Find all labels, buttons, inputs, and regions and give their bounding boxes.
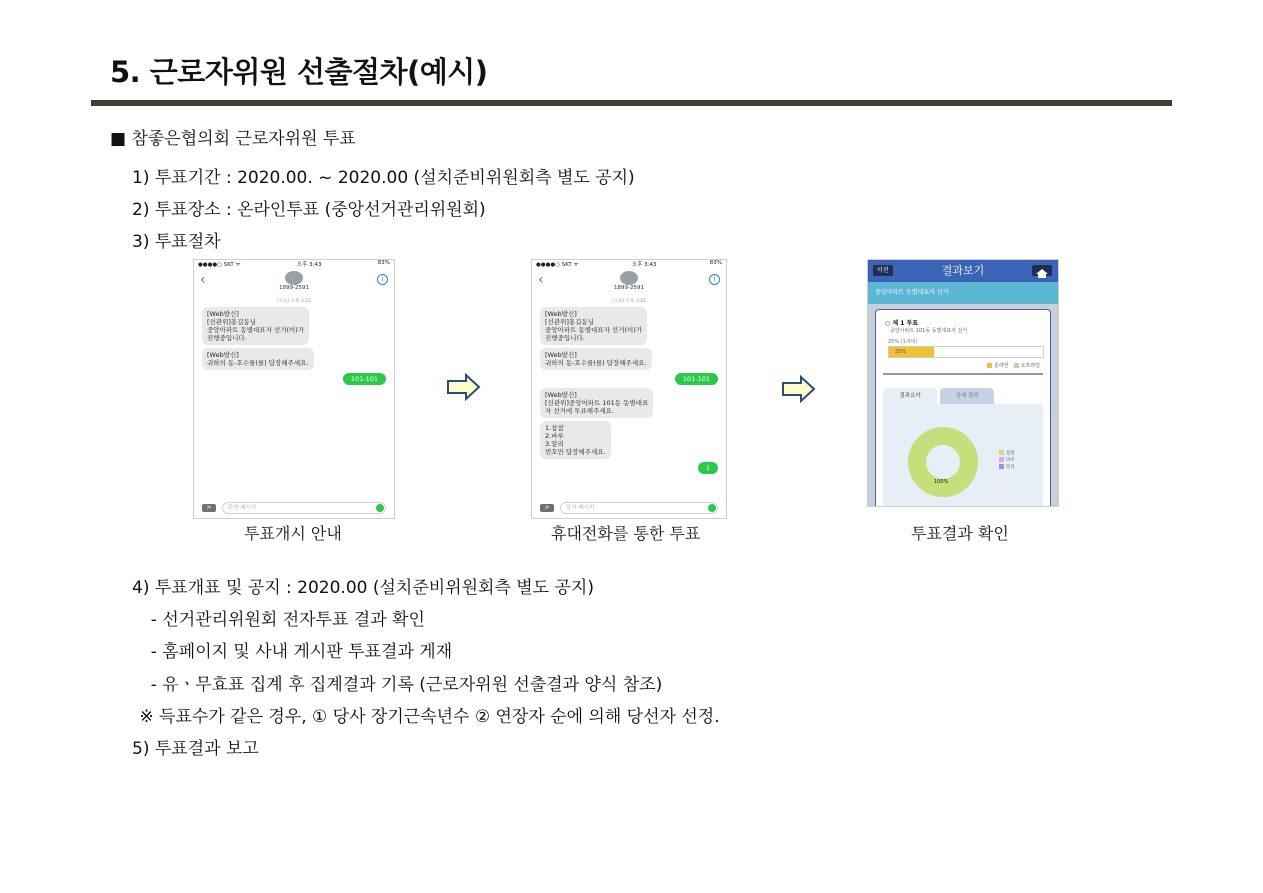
- message-composer: [194, 498, 394, 518]
- message-date: (오늘) 오후 3:22: [277, 299, 311, 304]
- title-divider: [91, 100, 1172, 106]
- info-icon[interactable]: i: [377, 274, 388, 285]
- status-bar: [532, 260, 726, 269]
- phone-screenshot-notice: [193, 259, 395, 519]
- legend-label: 바루: [1006, 458, 1015, 463]
- right-arrow-icon: [781, 375, 817, 403]
- legend-swatch: [999, 457, 1004, 462]
- item-vote-procedure: 3) 투표절차: [132, 232, 221, 252]
- tab-detail[interactable]: 상세 결과: [940, 388, 994, 404]
- carrier: ●●●●○ SKT ᯤ: [536, 262, 579, 268]
- vote-result-screenshot: [867, 259, 1059, 507]
- round-title: ○ 제 1 투표: [885, 320, 919, 327]
- info-icon[interactable]: i: [709, 274, 720, 285]
- page-title: 5. 근로자위원 선출절차(예시): [110, 55, 488, 89]
- item-check-result: - 선거관리위원회 전자투표 결과 확인: [140, 610, 425, 630]
- turnout-bar: [888, 346, 1044, 358]
- legend-online: 온라인: [994, 363, 1009, 369]
- election-name: 중앙아파트 동별대표자 선거: [868, 282, 1058, 304]
- legend-offline: 오프라인: [1020, 363, 1040, 369]
- caption-result: 투표결과 확인: [911, 524, 1009, 543]
- incoming-message: [Web발신] [선관위]홍길동님 중앙아파트 동별대표자 선거(이)가 진행중입니다.: [540, 307, 647, 345]
- back-chevron-icon[interactable]: ‹: [200, 272, 206, 288]
- phone-screenshot-vote: [531, 259, 727, 519]
- result-header-title: 결과보기: [941, 264, 985, 277]
- battery: 83%: [377, 260, 390, 266]
- item-tally: - 유ㆍ무효표 집계 후 집계결과 기록 (근로자위원 선출결과 양식 참조): [140, 675, 663, 695]
- conversation-header: [194, 271, 394, 297]
- apps-icon[interactable]: >: [540, 504, 554, 512]
- message-placeholder: 문자 메시지: [228, 505, 257, 511]
- incoming-message: 1.참참 2.바루 3.알리 번호만 답장해주세요.: [540, 421, 611, 459]
- legend-swatch: [999, 450, 1004, 455]
- carrier: ●●●●○ SKT ᯤ: [198, 262, 241, 268]
- legend-label: 참참: [1006, 451, 1015, 456]
- message-date: (오늘) 오후 3:22: [612, 299, 646, 304]
- tab-summary[interactable]: 결과요약: [883, 388, 937, 404]
- right-arrow-icon: [446, 373, 482, 401]
- turnout-label: 25% (1세대): [888, 339, 918, 345]
- incoming-message: [Web발신] 귀하의 동-호수를(를) 답장해주세요.: [202, 348, 314, 370]
- battery: 83%: [709, 260, 722, 266]
- incoming-message: [Web발신] [선관위]홍길동님 중앙아파트 동별대표자 선거(이)가 진행중입니다.: [202, 307, 309, 345]
- prev-button[interactable]: 이전: [873, 265, 893, 276]
- incoming-message: [Web발신] [선관위]중앙아파트 101동 동별대표 자 선거에 투표해주세요.: [540, 388, 653, 418]
- sender-number: 1899-2591: [279, 285, 309, 291]
- outgoing-message: 101-101: [343, 373, 386, 385]
- tie-break-note: ※ 득표수가 같은 경우, ① 당사 장기근속년수 ② 연장자 순에 의해 당선자 선정.: [134, 707, 720, 727]
- result-tabs: [883, 388, 994, 404]
- home-icon[interactable]: [1032, 265, 1052, 276]
- caption-notice: 투표개시 안내: [244, 524, 342, 543]
- outgoing-message: 101-101: [675, 373, 718, 385]
- back-chevron-icon[interactable]: ‹: [538, 272, 544, 288]
- send-icon[interactable]: [708, 504, 716, 512]
- legend-label: 알리: [1006, 465, 1015, 470]
- message-input[interactable]: [560, 502, 718, 514]
- item-vote-place: 2) 투표장소 : 온라인투표 (중앙선거관리위원회): [132, 200, 486, 220]
- message-input[interactable]: [222, 502, 386, 514]
- item-counting: 4) 투표개표 및 공지 : 2020.00 (설치준비위원회측 별도 공지): [132, 578, 594, 598]
- sender-number: 1899-2591: [614, 285, 644, 291]
- conversation-header: [532, 271, 726, 297]
- send-icon[interactable]: [376, 504, 384, 512]
- pie-percent: 100%: [934, 479, 949, 485]
- apps-icon[interactable]: >: [202, 504, 216, 512]
- avatar: [620, 271, 638, 285]
- result-donut-chart: [907, 426, 979, 498]
- round-subtitle: 중앙아파트 101동 동별대표자 선거: [890, 328, 968, 334]
- online-swatch: [987, 363, 992, 368]
- clock: 오후 3:43: [296, 262, 322, 268]
- item-post-result: - 홈페이지 및 사내 게시판 투표결과 게재: [140, 642, 453, 662]
- incoming-message: [Web발신] 귀하의 동-호수를(를) 답장해주세요.: [540, 348, 652, 370]
- result-header: [868, 260, 1058, 282]
- turnout-legend: [987, 362, 1040, 369]
- item-report: 5) 투표결과 보고: [132, 739, 259, 759]
- legend-swatch: [999, 464, 1004, 469]
- result-card: [875, 309, 1051, 507]
- outgoing-message: 1: [698, 462, 718, 474]
- avatar: [285, 271, 303, 285]
- item-vote-period: 1) 투표기간 : 2020.00. ~ 2020.00 (설치준비위원회측 별도 공지): [132, 168, 635, 188]
- message-placeholder: 문자 메시지: [566, 505, 595, 511]
- divider: [883, 373, 1043, 375]
- status-bar: [194, 260, 394, 269]
- pie-legend: [999, 450, 1015, 471]
- summary-panel: [883, 404, 1043, 507]
- offline-swatch: [1014, 363, 1019, 368]
- message-composer: [532, 498, 726, 518]
- caption-mobile-vote: 휴대전화를 통한 투표: [551, 524, 701, 543]
- section-heading: ■ 참좋은협의회 근로자위원 투표: [110, 129, 356, 149]
- clock: 오후 3:43: [631, 262, 657, 268]
- turnout-fill: 25%: [889, 347, 934, 357]
